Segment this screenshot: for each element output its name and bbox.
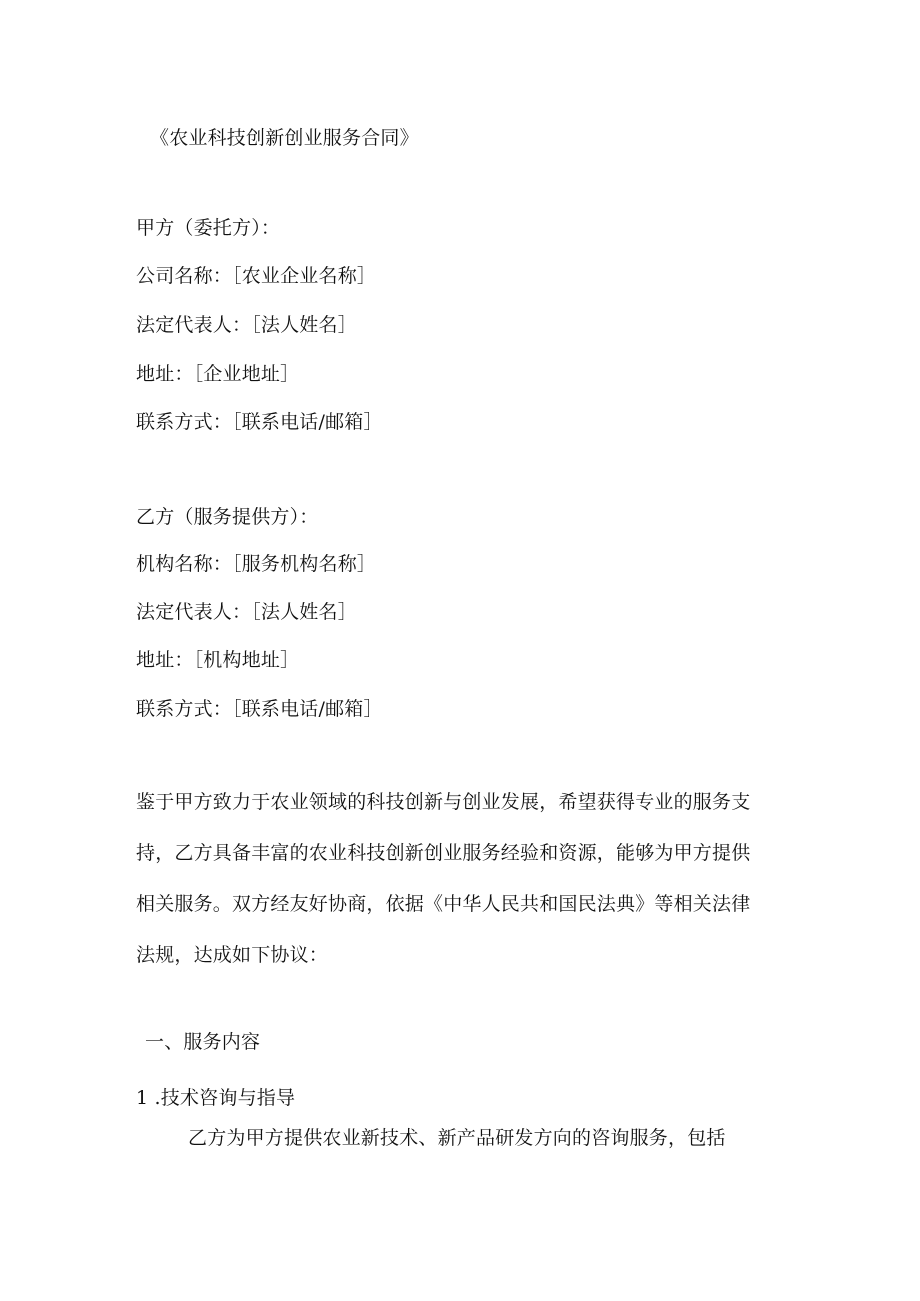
- party-a-contact: 联系方式：［联系电话/邮箱］: [136, 411, 383, 433]
- preamble-paragraph: [136, 790, 796, 994]
- party-b-contact: 联系方式：［联系电话/邮箱］: [136, 698, 383, 720]
- party-b-address: 地址：［机构地址］: [136, 649, 300, 671]
- document-title: 《农业科技创新创业服务合同》: [150, 127, 419, 149]
- section-title-service-content: 一、服务内容: [145, 1031, 261, 1053]
- preamble-line: 鉴于甲方致力于农业领域的科技创新与创业发展，希望获得专业的服务支: [136, 791, 751, 813]
- preamble-line: 法规，达成如下协议：: [136, 944, 329, 966]
- party-b-heading: 乙方（服务提供方）：: [136, 506, 319, 528]
- party-b-organization: 机构名称：［服务机构名称］: [136, 553, 377, 575]
- preamble-line: 相关服务。双方经友好协商，依据《中华人民共和国民法典》等相关法律: [136, 893, 751, 915]
- party-a-heading: 甲方（委托方）：: [136, 217, 281, 239]
- subsection-body-consulting: 乙方为甲方提供农业新技术、新产品研发方向的咨询服务，包括: [188, 1127, 726, 1149]
- party-a-address: 地址：［企业地址］: [136, 363, 300, 385]
- party-a-representative: 法定代表人：［法人姓名］: [136, 314, 357, 336]
- party-b-representative: 法定代表人：［法人姓名］: [136, 601, 357, 623]
- preamble-line: 持，乙方具备丰富的农业科技创新创业服务经验和资源，能够为甲方提供: [136, 842, 751, 864]
- subsection-title-consulting: 1 .技术咨询与指导: [136, 1087, 296, 1109]
- party-a-company: 公司名称：［农业企业名称］: [136, 265, 377, 287]
